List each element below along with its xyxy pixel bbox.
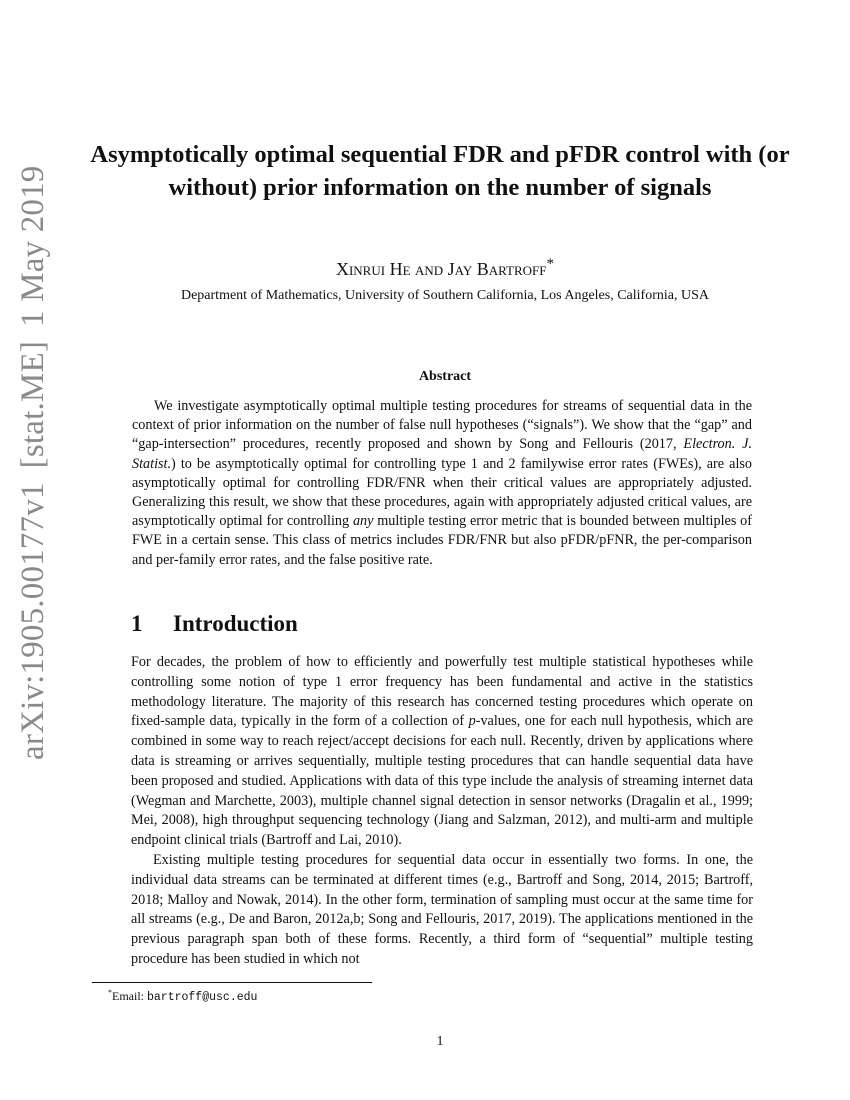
arxiv-stamp <box>15 165 52 760</box>
intro-paragraph-2: Existing multiple testing procedures for sequential data occur in essentially two forms. In one, the individual data streams can be terminated at different times (e.g., Bartroff and Song, 2014, 2015; Bartroff, 2018; Malloy and Nowak, 2014). In the other form, termination of sampling must occur at the same time for all streams (e.g., De and Baron, 2012a,b; Song and Fellouris, 2017, 2019). The applications mentioned in the previous paragraph span both of these forms. Recently, a third form of “sequential” multiple testing procedure has been studied in which not <box>131 851 753 967</box>
author-names: Xinrui He and Jay Bartroff <box>335 259 547 279</box>
arxiv-category: [stat.ME] <box>15 340 51 469</box>
section-number: 1 <box>131 611 143 636</box>
paper-title: Asymptotically optimal sequential FDR and pFDR control with (or without) prior information on the number of signals <box>90 141 790 201</box>
abstract-emphasis: any <box>352 513 374 530</box>
abstract-text-3: multiple testing error metric that is bounded between multiples of FWE in a certain sense. This class of metrics includes FDR/FNR but also pFDR/pFNR, the per-comparison and per-family error rates, and the false positive rate. <box>132 513 752 568</box>
author-footnote-mark: * <box>546 256 555 272</box>
arxiv-date: 1 May 2019 <box>15 165 51 327</box>
intro-p1-text-b: -values, one for each null hypothesis, which are combined in some way to reach reject/accept decisions for each null. Recently, driven by applications where data is streaming or arrives sequentially, multiple testing procedures that can handle sequential data have been proposed and studied. Applications with data of this type include the analysis of streaming internet data (Wegman and Marchette, 2003), multiple channel signal detection in sensor networks (Dragalin et al., 1999; Mei, 2008), high throughput sequencing technology (Jiang and Salzman, 2012), and multi-arm and multiple endpoint clinical trials (Bartroff and Lai, 2010). <box>131 713 753 849</box>
author-list <box>120 256 770 280</box>
intro-p1-math-p: p <box>468 713 476 730</box>
section-heading <box>131 611 298 637</box>
intro-body <box>131 653 753 970</box>
abstract-text-1: We investigate asymptotically optimal multiple testing procedures for streams of sequential data in the context of prior information on the number of false null hypotheses (“signals”). We show that the “gap” and “gap-intersection” procedures, recently proposed and shown by Song and Fellouris (2017, <box>132 398 752 453</box>
abstract-journal: Electron. J. Statist. <box>132 436 752 472</box>
intro-p1-text-a: For decades, the problem of how to efficiently and powerfully test multiple statistical hypotheses while controlling some notion of type 1 error frequency has been fundamental and active in the statistics methodology literature. The majority of this research has concerned testing procedures which operate on fixed-sample data, typically in the form of a collection of <box>131 654 753 730</box>
affiliation: Department of Mathematics, University of Southern California, Los Angeles, California, USA <box>180 288 709 303</box>
abstract-body <box>132 397 752 570</box>
footnote-label: Email: <box>112 989 147 1003</box>
section-title: Introduction <box>173 611 298 636</box>
footnote-divider <box>92 982 372 983</box>
abstract-heading: Abstract <box>418 369 472 384</box>
arxiv-id: arXiv:1905.00177v1 <box>15 482 51 760</box>
intro-paragraph-1 <box>131 653 753 851</box>
footnote <box>108 988 257 1004</box>
abstract-text-2: ) to be asymptotically optimal for controlling type 1 and 2 familywise error rates (FWEs), are also asymptotically optimal for controlling FDR/FNR when their critical values are appropriately adjusted. Generalizing this result, we show that these procedures, again with appropriately adjusted critical values, are asymptotically optimal for controlling <box>132 455 752 530</box>
page-number: 1 <box>436 1034 444 1049</box>
footnote-mark: * <box>108 988 112 997</box>
footnote-email: bartroff@usc.edu <box>147 991 258 1004</box>
